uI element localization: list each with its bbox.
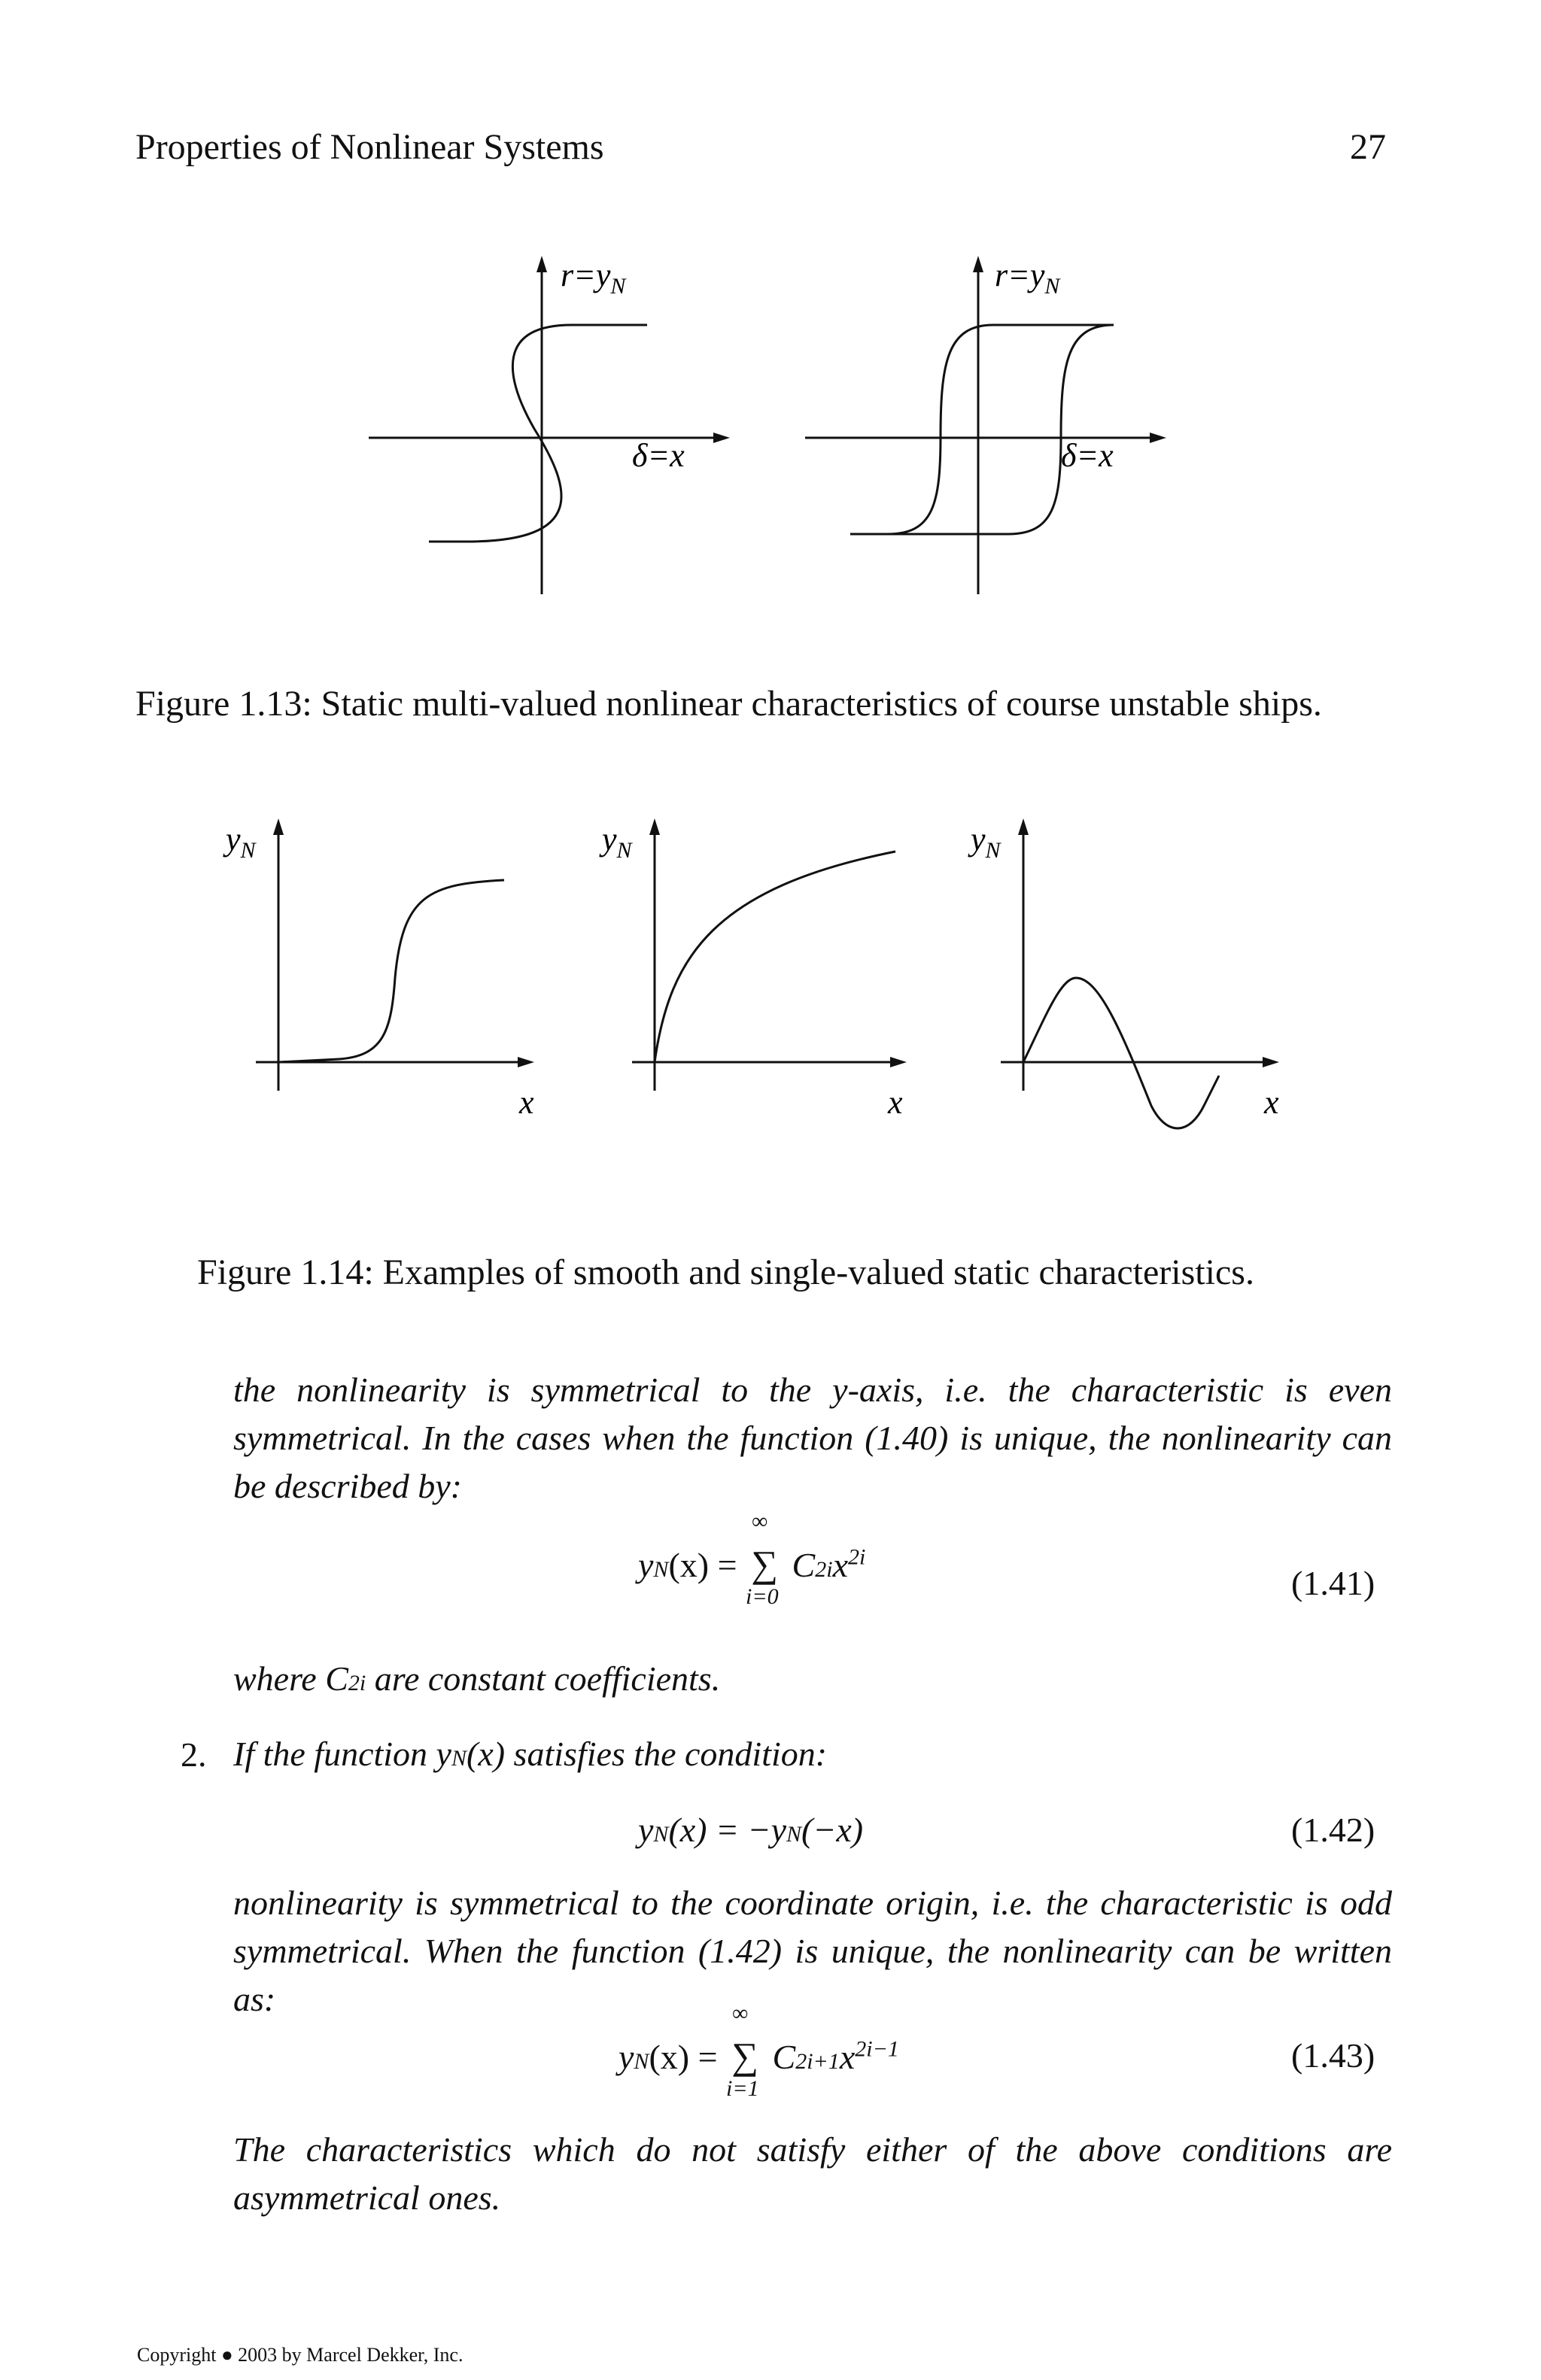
equation-number-1-43: (1.43) bbox=[1291, 2036, 1375, 2075]
equation-1-41: yN(x) = ∞ ∑ i=0 $C2ix^{2i}$ bbox=[638, 1509, 866, 1609]
figure-1-13 bbox=[346, 241, 1189, 602]
figure-1-13-caption: Figure 1.13: Static multi-valued nonlinear characteristics of course unstable ships. bbox=[135, 684, 1322, 724]
arrow-up-1 bbox=[273, 818, 284, 835]
equation-1-42: yN(x) = −yN(−x) bbox=[638, 1811, 864, 1849]
copyright-footer: Copyright ● 2003 by Marcel Dekker, Inc. bbox=[137, 2344, 464, 2366]
arrow-right-2 bbox=[890, 1057, 907, 1067]
item-2-text: If the function yN(x) satisfies the condition: bbox=[233, 1735, 828, 1773]
page-number: 27 bbox=[1350, 127, 1386, 167]
bullet-icon: ● bbox=[220, 2344, 233, 2366]
where-line: where C2i are constant coefficients. bbox=[233, 1659, 721, 1698]
list-number-2: 2. bbox=[181, 1735, 207, 1774]
plot2-y-label: $y_N$ bbox=[602, 821, 632, 863]
sine-curve bbox=[1023, 978, 1219, 1128]
plot1-y-label: $y_N$ bbox=[226, 821, 256, 863]
left-x-label: δ=x bbox=[632, 437, 685, 474]
arrow-right-right bbox=[1150, 433, 1166, 443]
plot3-x-label: x bbox=[1264, 1084, 1279, 1121]
right-y-label: $r=y_N$ bbox=[995, 257, 1060, 299]
plot1-x-label: x bbox=[519, 1084, 534, 1121]
plot3-y-label: $y_N$ bbox=[971, 821, 1001, 863]
equation-number-1-42: (1.42) bbox=[1291, 1811, 1375, 1849]
arrow-right-left bbox=[713, 433, 730, 443]
running-title: Properties of Nonlinear Systems bbox=[135, 127, 604, 167]
arrow-up-left bbox=[536, 256, 547, 272]
sigmoid-curve bbox=[278, 880, 504, 1062]
figure-1-14 bbox=[188, 805, 1362, 1181]
figure-1-14-caption: Figure 1.14: Examples of smooth and single-valued static characteristics. bbox=[197, 1252, 1254, 1292]
arrow-right-1 bbox=[518, 1057, 534, 1067]
paragraph-3: The characteristics which do not satisfy either of the above conditions are asymmetrical ones. bbox=[233, 2130, 1392, 2217]
arrow-up-2 bbox=[649, 818, 660, 835]
hysteresis-upper bbox=[888, 325, 1114, 534]
s-curve bbox=[467, 325, 572, 542]
right-x-label: δ=x bbox=[1061, 437, 1114, 474]
equation-1-43: yN(x) = ∞ ∑ i=1 $C2i+1x^{2i-1}$ bbox=[619, 2001, 899, 2101]
plot2-x-label: x bbox=[888, 1084, 903, 1121]
arrow-up-right bbox=[973, 256, 983, 272]
paragraph-1: the nonlinearity is symmetrical to the y-axis, i.e. the characteristic is even symmetrical. In the cases when the function (1.40) is unique, the nonlinearity can be described by: bbox=[233, 1371, 1392, 1505]
paragraph-2: nonlinearity is symmetrical to the coordinate origin, i.e. the characteristic is odd symmetrical. When the function (1.42) is unique, the nonlinearity can be written as: bbox=[233, 1884, 1392, 2018]
equation-number-1-41: (1.41) bbox=[1291, 1564, 1375, 1602]
arrow-up-3 bbox=[1018, 818, 1029, 835]
hysteresis-lower bbox=[888, 325, 1114, 534]
arrow-right-3 bbox=[1263, 1057, 1279, 1067]
saturation-curve bbox=[655, 852, 895, 1062]
left-y-label: $r=y_N$ bbox=[561, 257, 626, 299]
